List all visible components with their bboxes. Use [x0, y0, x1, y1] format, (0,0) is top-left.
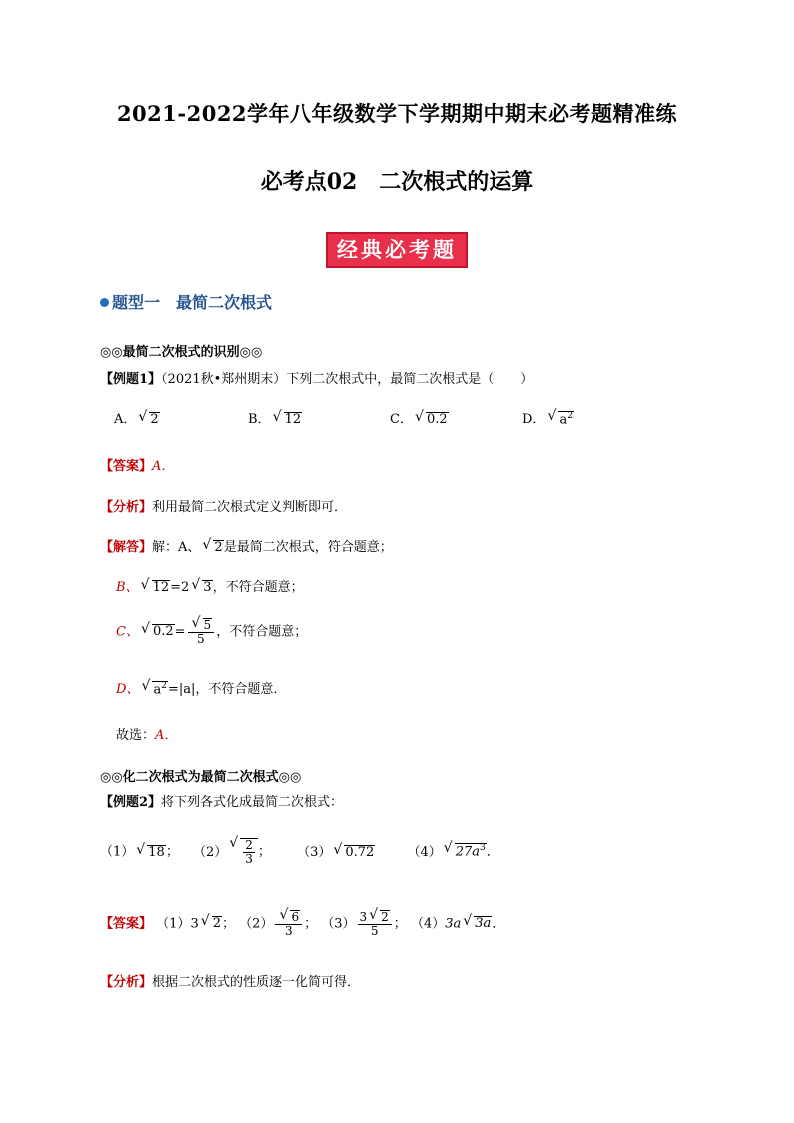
sqrt-icon — [444, 843, 487, 860]
option-a-letter: A． — [114, 412, 137, 427]
fraction — [243, 839, 255, 865]
option-b — [248, 408, 302, 427]
solution-b-equals: =2 — [170, 580, 190, 595]
solution-d-text: ，不符合题意． — [195, 682, 287, 697]
classic-questions-banner: 经典必考题 — [326, 232, 468, 268]
solution-line-c — [116, 618, 307, 646]
answer-value: A． — [152, 459, 175, 474]
solution-b-radicand-2: 3 — [203, 580, 212, 595]
answer-2-denominator: 3 — [284, 924, 293, 939]
option-a-radicand: 2 — [150, 412, 159, 427]
section-title: 必考点02 二次根式的运算 — [260, 169, 534, 195]
fraction — [275, 910, 302, 938]
solution-label: 【解答】 — [100, 540, 153, 555]
fraction — [358, 910, 392, 938]
item-4-label: （4） — [407, 844, 442, 860]
answer-2-separator: ； — [304, 916, 318, 932]
item-4-exponent: 3 — [480, 843, 486, 854]
item-4-radicand: 27a — [455, 844, 481, 860]
example-2-items — [100, 838, 500, 865]
answer-1-radicand: 2 — [212, 916, 221, 932]
option-c-letter: C． — [390, 412, 413, 427]
solution-d-exponent: 2 — [161, 680, 167, 691]
sqrt-icon — [273, 412, 303, 427]
item-3-radicand: 0.72 — [345, 844, 375, 860]
sqrt-icon — [201, 916, 222, 931]
answer-1-label: （1） — [156, 916, 191, 932]
solution-d-prefix: D、 — [116, 682, 140, 697]
sqrt-icon — [136, 845, 166, 860]
sqrt-icon — [279, 910, 300, 924]
example-1-label: 【例题1】 — [100, 372, 162, 387]
example-2-analysis — [100, 971, 360, 990]
choice-value: A． — [155, 728, 178, 743]
example-1-text: （2021秋•郑州期末）下列二次根式中，最简二次根式是（ ） — [161, 372, 534, 387]
option-a — [114, 408, 160, 427]
solution-d-radicand: a — [153, 682, 162, 697]
option-d — [522, 408, 574, 427]
fraction — [188, 618, 215, 646]
analysis-label: 【分析】 — [100, 975, 153, 990]
option-c-radicand: 0.2 — [426, 412, 448, 427]
sqrt-icon — [229, 838, 258, 865]
analysis-text: 利用最简二次根式定义判断即可． — [152, 500, 348, 515]
sqrt-icon — [333, 845, 375, 860]
solution-c-equals: = — [174, 624, 186, 640]
solution-line-b — [116, 576, 304, 595]
subsection-heading-1: ◎◎最简二次根式的识别◎◎ — [100, 345, 263, 360]
answer-2-label: （2） — [239, 916, 274, 932]
solution-c-prefix: C、 — [116, 624, 139, 640]
solution-b-prefix: B、 — [116, 580, 139, 595]
question-type-heading — [100, 290, 272, 313]
answer-1-separator: ； — [222, 916, 236, 932]
analysis-label: 【分析】 — [100, 500, 153, 515]
option-d-radicand: a — [559, 412, 568, 427]
option-c — [390, 408, 449, 427]
sqrt-icon — [191, 580, 212, 595]
sqrt-icon — [202, 540, 223, 555]
item-3-label: （3） — [297, 844, 332, 860]
sqrt-icon — [463, 916, 492, 931]
item-1-separator: ； — [165, 844, 179, 860]
solution-c-radicand: 0.2 — [152, 624, 174, 640]
example-2-text: 将下列各式化成最简二次根式： — [161, 795, 344, 810]
solution-a-prefix: 解：A、 — [152, 540, 201, 555]
solution-b-radicand: 12 — [152, 580, 170, 595]
answer-3-separator: ； — [393, 916, 407, 932]
sqrt-icon — [141, 580, 171, 595]
solution-d-equals: =|a| — [167, 682, 196, 697]
answer-4-radicand: 3a — [475, 916, 492, 932]
subsection-heading-2: ◎◎化二次根式为最简二次根式◎◎ — [100, 770, 302, 785]
solution-line-a — [100, 536, 393, 555]
item-1-radicand: 18 — [148, 844, 165, 860]
sqrt-icon — [547, 411, 574, 428]
option-b-radicand: 12 — [284, 412, 302, 427]
solution-a-text: 是最简二次根式，符合题意； — [223, 540, 393, 555]
option-b-letter: B． — [248, 412, 271, 427]
item-2-numerator: √ 2 — [245, 838, 253, 852]
sqrt-icon — [141, 681, 168, 698]
solution-line-d — [116, 678, 286, 697]
answer-4-coefficient: 3a — [445, 916, 462, 932]
question-type-label: 题型一 最简二次根式 — [112, 293, 273, 312]
answer-4-end: ． — [492, 916, 506, 932]
choice-prefix: 故选： — [116, 728, 156, 743]
item-2-label: （2） — [192, 844, 228, 860]
sqrt-icon — [192, 618, 213, 632]
item-2-denominator: 3 — [245, 851, 253, 866]
analysis-text: 根据二次根式的性质逐一化简可得． — [152, 975, 361, 990]
item-1-label: （1） — [100, 844, 135, 860]
sqrt-icon — [369, 910, 390, 924]
item-2-separator: ； — [257, 844, 271, 860]
solution-a-radicand: 2 — [214, 540, 223, 555]
answer-3-label: （3） — [321, 916, 356, 932]
option-d-exponent: 2 — [567, 410, 573, 421]
solution-c-denominator: 5 — [197, 632, 205, 647]
item-4-end: ． — [486, 844, 500, 860]
example-2-question — [100, 791, 343, 810]
answer-1-coefficient: 3 — [190, 916, 199, 932]
example-1-question — [100, 368, 533, 387]
example-2-label: 【例题2】 — [100, 795, 162, 810]
solution-c-numerator: 5 — [203, 618, 212, 632]
sqrt-icon — [415, 412, 449, 427]
solution-b-text: ，不符合题意； — [212, 580, 304, 595]
answer-label: 【答案】 — [100, 459, 153, 474]
solution-c-text: ，不符合题意； — [216, 624, 308, 640]
sqrt-icon — [138, 412, 159, 427]
sqrt-icon — [141, 624, 175, 639]
answer-label: 【答案】 — [100, 916, 153, 932]
answer-4-label: （4） — [410, 916, 446, 932]
document-title: 2021-2022学年八年级数学下学期期中期末必考题精准练 — [116, 101, 678, 126]
solution-choice — [116, 724, 177, 743]
example-2-answer — [100, 910, 505, 938]
example-1-analysis — [100, 496, 347, 515]
answer-2-numerator: 6 — [291, 910, 300, 924]
example-1-answer — [100, 455, 174, 474]
answer-3-denominator: 5 — [370, 924, 379, 939]
option-d-letter: D． — [522, 412, 546, 427]
answer-3-numerator-radicand: 2 — [381, 910, 389, 924]
bullet-dot-icon — [100, 298, 109, 307]
answer-3-numerator-coefficient: 3 — [359, 910, 368, 924]
